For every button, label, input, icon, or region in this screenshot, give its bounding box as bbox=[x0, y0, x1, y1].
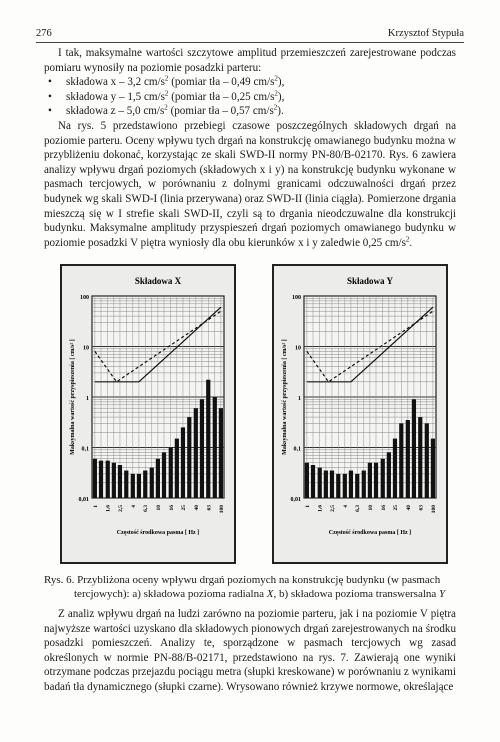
bar bbox=[156, 459, 160, 498]
closing-paragraph: Z analiz wpływu drgań na ludzi zarówno na poziomie parteru, jak i na poziomie V piętra najwyższe wartości uzyskano dla składowych pionowych drgań zarejestrowanych na środku posadzki pomieszczeń. Analizy te, sporządzone w pasmach tercjowych wg zasad określonych w normie PN-88/B-02171, przedstawiono na rys. 7. Zawierają one wyniki otrzymane podczas przejazdu pociągu metra (słupki kreskowane) w porównaniu z wynikami badań tła dynamicznego (słupki czarne). Wrysowano również krzywe normowe, określające bbox=[44, 608, 456, 693]
bar bbox=[187, 417, 191, 498]
bar bbox=[431, 439, 435, 498]
chart-panel-y bbox=[272, 264, 448, 564]
figure-6 bbox=[60, 264, 450, 560]
y-tick-label: 10 bbox=[295, 345, 301, 352]
bar bbox=[305, 463, 309, 498]
x-tick-label: 40 bbox=[405, 505, 412, 511]
chart-title: Składowa X bbox=[134, 276, 182, 286]
bar bbox=[399, 423, 403, 498]
intro-section bbox=[44, 46, 456, 250]
x-tick-label: 100 bbox=[430, 505, 437, 514]
bar bbox=[381, 459, 385, 498]
y-tick-label: 10 bbox=[83, 345, 89, 352]
y-tick-label: 0,01 bbox=[78, 497, 89, 503]
bar bbox=[118, 465, 122, 498]
chart-svg bbox=[274, 266, 446, 562]
x-tick-label: 25 bbox=[180, 505, 187, 511]
chart-panel-x bbox=[60, 264, 236, 564]
bar bbox=[330, 471, 334, 498]
x-tick-label: 4 bbox=[130, 505, 137, 508]
list-item: • składowa z – 5,0 $cm/s^2$ (pomiar tła – 0,57 $cm/s^2$). bbox=[66, 104, 456, 119]
y-tick-label: 0,01 bbox=[290, 497, 301, 503]
bar bbox=[194, 408, 198, 498]
acceleration-list bbox=[44, 75, 456, 119]
y-tick-label: 100 bbox=[292, 295, 301, 301]
bar bbox=[99, 461, 103, 498]
bar bbox=[374, 463, 378, 498]
list-item: • składowa y – 1,5 $cm/s^2$ (pomiar tła – 0,25 $cm/s^2$), bbox=[66, 90, 456, 105]
bar bbox=[343, 474, 347, 498]
list-item: • składowa x – 3,2 $cm/s^2$ (pomiar tła – 0,49 $cm/s^2$), bbox=[66, 75, 456, 90]
bar bbox=[336, 474, 340, 498]
x-tick-label: 10 bbox=[155, 505, 162, 511]
x-tick-label: 16 bbox=[380, 505, 387, 511]
bar bbox=[169, 448, 173, 499]
x-tick-label: 6,3 bbox=[355, 505, 362, 512]
x-tick-label: 63 bbox=[418, 505, 425, 511]
y-tick-label: 0,1 bbox=[293, 446, 301, 453]
bar bbox=[131, 474, 135, 498]
bar bbox=[355, 474, 359, 498]
x-tick-label: 63 bbox=[206, 505, 213, 511]
bar bbox=[93, 459, 97, 498]
bar bbox=[137, 474, 141, 498]
bar bbox=[206, 380, 210, 498]
bar bbox=[150, 468, 154, 498]
bar bbox=[418, 417, 422, 498]
bar bbox=[368, 463, 372, 498]
bar bbox=[213, 397, 217, 498]
x-tick-label: 1 bbox=[304, 505, 311, 508]
y-tick-label: 1 bbox=[298, 396, 301, 402]
bar bbox=[143, 471, 147, 498]
bar bbox=[362, 471, 366, 498]
y-axis-label: Maksymalna wartość przyspieszenia [ cm/s² ] bbox=[282, 339, 288, 455]
bar bbox=[387, 452, 391, 498]
x-tick-label: 40 bbox=[193, 505, 200, 511]
x-tick-label: 25 bbox=[392, 505, 399, 511]
x-tick-label: 16 bbox=[168, 505, 175, 511]
y-tick-label: 100 bbox=[80, 295, 89, 301]
x-tick-label: 2,5 bbox=[329, 505, 336, 512]
bar bbox=[200, 399, 204, 498]
x-tick-label: 6,3 bbox=[143, 505, 150, 512]
bar bbox=[324, 471, 328, 498]
bar bbox=[112, 463, 116, 498]
bar bbox=[311, 465, 315, 498]
bar bbox=[318, 468, 322, 498]
x-tick-label: 2,5 bbox=[117, 505, 124, 512]
x-tick-label: 1,6 bbox=[317, 505, 324, 512]
bar bbox=[219, 408, 223, 498]
x-axis-label: Częstość środkowa pasma [ Hz ] bbox=[328, 530, 412, 536]
analysis-paragraph: Na rys. 5 przedstawiono przebiegi czasowe poszczególnych składowych drgań na poziomie parteru. Oceny wpływu tych drgań na konstrukcję omawianego budynku można w przybliżeniu dokonać, korzystając ze skali SWD-II normy PN-80/B-02170. Rys. 6 zawiera analizy wpływu drgań poziomych (składowych x i y) na konstrukcję budynku wykonane w pasmach tercjowych, w porównaniu z dolnymi granicami odczuwalności drgań przez budynek wg skali SWD-I (linia przerywana) oraz SWD-II (linia ciągła). Pomierzone drgania mieszczą się w I strefie skali SWD-II, czyli są to drgania nieodczuwalne dla konstrukcji budynku. Maksymalne amplitudy przyspieszeń drgań poziomych omawianego budynku w poziomie posadzki V piętra wyniosły dla obu kierunków x i y zaledwie 0,25 $cm/s^2$. bbox=[44, 119, 456, 249]
y-axis-label: Maksymalna wartość przyspieszenia [ cm/s² ] bbox=[70, 339, 76, 455]
bar bbox=[412, 399, 416, 498]
bar bbox=[181, 427, 185, 498]
y-tick-label: 0,1 bbox=[81, 446, 89, 453]
page-number: 276 bbox=[36, 28, 52, 39]
bar bbox=[393, 439, 397, 498]
bar bbox=[349, 471, 353, 498]
page-header bbox=[36, 28, 464, 43]
figure-caption: Rys. 6. Przybliżona oceny wpływu drgań poziomych na konstrukcję budynku (w pasmach tercjowych): a) składowa pozioma radialna X, b) składowa pozioma transwersalna Y bbox=[44, 574, 446, 600]
chart-title: Składowa Y bbox=[347, 276, 393, 286]
x-tick-label: 100 bbox=[218, 505, 225, 514]
x-axis-label: Częstość środkowa pasma [ Hz ] bbox=[116, 530, 200, 536]
y-tick-label: 1 bbox=[86, 396, 89, 402]
bar bbox=[162, 452, 166, 498]
bar bbox=[106, 461, 110, 498]
bar bbox=[425, 423, 429, 498]
bar bbox=[124, 471, 128, 498]
closing-section bbox=[44, 607, 456, 695]
x-tick-label: 4 bbox=[342, 505, 349, 508]
x-tick-label: 1 bbox=[92, 505, 99, 508]
x-tick-label: 10 bbox=[367, 505, 374, 511]
chart-svg bbox=[62, 266, 234, 562]
x-tick-label: 1,6 bbox=[105, 505, 112, 512]
bar bbox=[175, 439, 179, 498]
bar bbox=[406, 420, 410, 498]
running-author: Krzysztof Stypuła bbox=[387, 28, 464, 39]
intro-paragraph: I tak, maksymalne wartości szczytowe amplitud przemieszczeń zarejestrowane podczas pomiaru wynosiły na poziomie posadzki parteru: bbox=[44, 47, 456, 74]
